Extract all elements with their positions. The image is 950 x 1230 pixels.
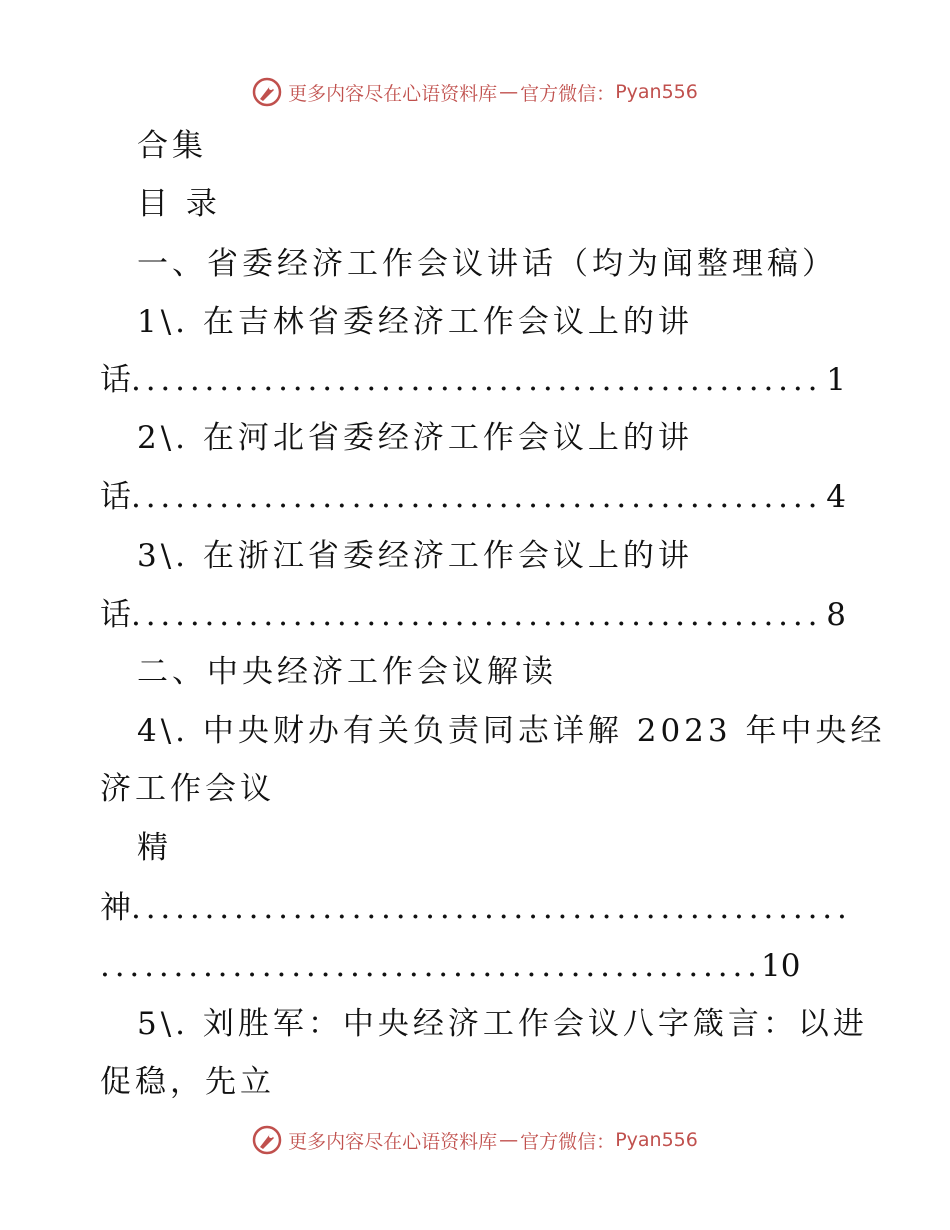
watermark-text: 更多内容尽在心语资料库 bbox=[288, 82, 498, 105]
toc-item-4-continuation: 济工作会议 bbox=[100, 771, 275, 807]
doc-heading-toc: 目 录 bbox=[137, 186, 221, 222]
doc-heading-collection: 合集 bbox=[137, 128, 207, 164]
toc-item-3-title: 3\. 在浙江省委经济工作会议上的讲 bbox=[137, 538, 693, 574]
toc-section-1: 一、省委经济工作会议讲话（均为闻整理稿） bbox=[137, 246, 837, 282]
toc-dot-leader bbox=[131, 477, 822, 517]
toc-item-4-page: 10 bbox=[761, 948, 801, 984]
watermark-text: 更多内容尽在心语资料库 bbox=[288, 1130, 498, 1153]
toc-item-5-continuation: 促稳，先立 bbox=[100, 1064, 275, 1100]
toc-dot-leader bbox=[131, 360, 822, 400]
toc-item-2-tail: 话 bbox=[100, 479, 131, 515]
toc-dot-leader bbox=[131, 888, 846, 928]
watermark-separator: — bbox=[499, 1129, 519, 1151]
toc-item-1-tail: 话 bbox=[100, 362, 131, 398]
pen-logo-icon bbox=[252, 1125, 282, 1155]
toc-item-2-leader bbox=[100, 477, 846, 517]
toc-dot-leader bbox=[100, 946, 755, 986]
toc-item-1-title: 1\. 在吉林省委经济工作会议上的讲 bbox=[137, 304, 693, 340]
toc-item-3-tail: 话 bbox=[100, 597, 131, 633]
footer-watermark bbox=[0, 1120, 950, 1160]
toc-item-4-leader-cont bbox=[100, 946, 800, 986]
toc-item-2-title: 2\. 在河北省委经济工作会议上的讲 bbox=[137, 420, 693, 456]
toc-item-2-page: 4 bbox=[826, 479, 846, 515]
header-watermark bbox=[0, 72, 950, 112]
watermark-wechat-id: Pyan556 bbox=[615, 81, 698, 103]
toc-item-4-tail: 神 bbox=[100, 890, 131, 926]
watermark-wechat-id: Pyan556 bbox=[615, 1129, 698, 1151]
toc-item-1-page: 1 bbox=[826, 362, 846, 398]
toc-item-5-title: 5\. 刘胜军：中央经济工作会议八字箴言：以进 bbox=[137, 1006, 868, 1042]
toc-item-4-leader bbox=[100, 888, 846, 928]
watermark-wechat-label: 官方微信： bbox=[520, 1130, 616, 1153]
watermark-wechat-label: 官方微信： bbox=[520, 82, 616, 105]
toc-item-4-title: 4\. 中央财办有关负责同志详解 2023 年中央经 bbox=[137, 713, 886, 749]
toc-item-3-page: 8 bbox=[826, 597, 846, 633]
toc-dot-leader bbox=[131, 595, 822, 635]
toc-section-2: 二、中央经济工作会议解读 bbox=[137, 654, 557, 690]
toc-item-1-leader bbox=[100, 360, 846, 400]
watermark-separator: — bbox=[499, 81, 519, 103]
pen-logo-icon bbox=[252, 77, 282, 107]
toc-item-3-leader bbox=[100, 595, 846, 635]
toc-item-4-word: 精 bbox=[137, 830, 172, 866]
